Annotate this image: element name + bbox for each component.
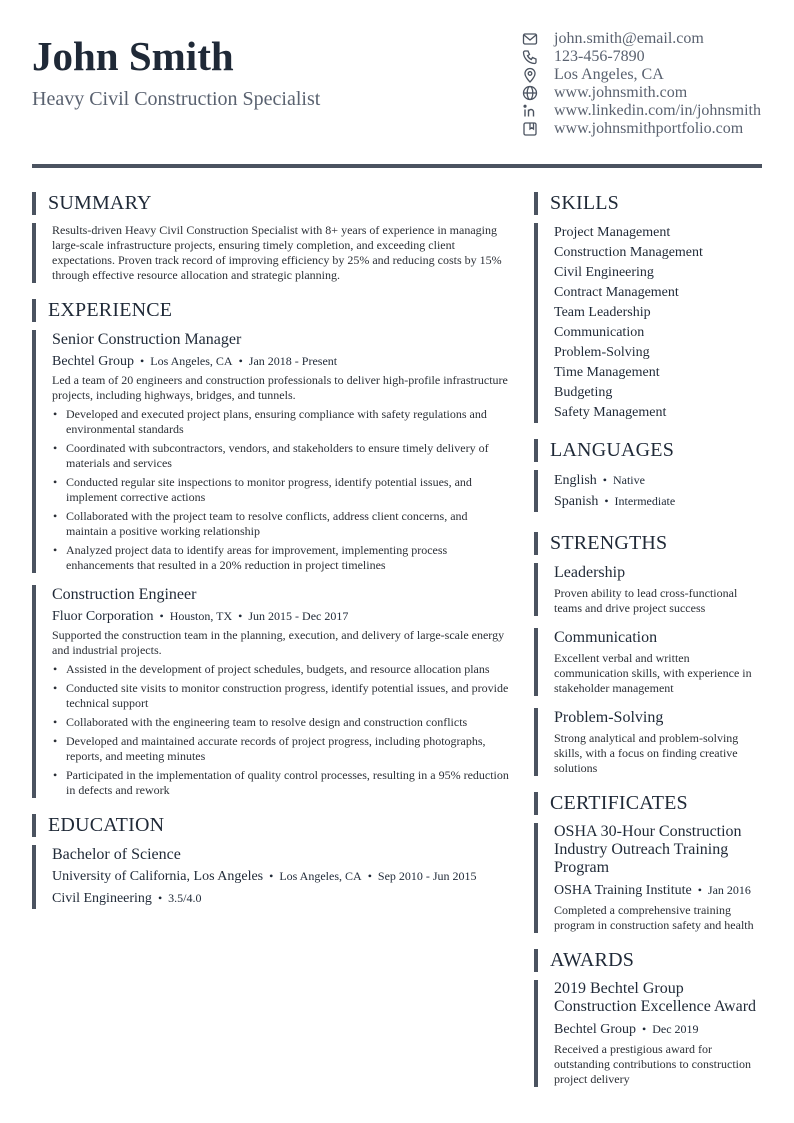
candidate-title: Heavy Civil Construction Specialist: [32, 88, 321, 110]
job-dates: Jan 2018 - Present: [248, 354, 338, 368]
language-item: [554, 491, 762, 512]
job-entry: [32, 585, 512, 798]
strength-title: Leadership: [554, 564, 626, 581]
separator-dot: •: [697, 883, 702, 897]
right-column: [534, 192, 762, 1087]
strength-description: Proven ability to lead cross-functional teams and drive project success: [554, 586, 738, 615]
languages-section: [534, 439, 762, 512]
separator-dot: •: [140, 354, 145, 368]
contact-text: 123-456-7890: [554, 48, 645, 65]
job-bullet: • Collaborated with the project team to resolve conflicts, address client concerns, and maintain a positive working relationship: [52, 509, 512, 539]
separator-dot: •: [642, 1022, 647, 1036]
contact-text: www.johnsmith.com: [554, 84, 688, 101]
strength-item: [534, 563, 762, 616]
award-item: [534, 980, 762, 1087]
separator-dot: •: [602, 473, 607, 487]
summary-text: Results-driven Heavy Civil Construction Specialist with 8+ years of experience in managing large-scale infrastructure projects, ensuring timely completion, and exceeding client expectations. Proven track record of improving efficiency by 25% and reducing costs by 15% through effective resource allocation and strategic planning.: [52, 223, 502, 282]
certificate-date: Jan 2016: [707, 883, 751, 897]
strength-title: Problem-Solving: [554, 709, 664, 726]
award-date: Dec 2019: [652, 1022, 699, 1036]
skill-item: Safety Management: [554, 405, 667, 420]
award-meta: [554, 1020, 762, 1039]
skill-item: Time Management: [554, 365, 660, 380]
job-bullets: [52, 662, 512, 798]
summary-heading: SUMMARY: [32, 192, 512, 215]
experience-section: [32, 299, 512, 798]
strength-item: [534, 628, 762, 696]
contact-location: [522, 66, 772, 84]
job-bullets: [52, 407, 512, 573]
skills-heading: SKILLS: [534, 192, 762, 215]
skill-item: Construction Management: [554, 245, 703, 260]
contact-phone[interactable]: [522, 48, 772, 66]
languages-heading: LANGUAGES: [534, 439, 762, 462]
language-level: Native: [612, 473, 645, 487]
summary-section: [32, 192, 512, 283]
skills-list: [534, 223, 762, 423]
mail-icon: [522, 31, 538, 47]
language-level: Intermediate: [614, 494, 676, 508]
left-column: [32, 192, 512, 909]
header-divider: [32, 164, 762, 168]
edu-major: Civil Engineering: [52, 891, 152, 906]
skill-item: Communication: [554, 325, 645, 340]
contact-linkedin[interactable]: [522, 102, 772, 120]
strengths-section: [534, 532, 762, 776]
separator-dot: •: [269, 869, 274, 883]
job-bullet: • Developed and maintained accurate records of project progress, including photographs, reports, and meeting minutes: [52, 734, 512, 764]
job-bullet: • Developed and executed project plans, ensuring compliance with safety regulations and environmental standards: [52, 407, 512, 437]
separator-dot: •: [238, 354, 243, 368]
certificate-title: OSHA 30-Hour Construction Industry Outreach Training Program: [554, 823, 742, 876]
certificate-description: Completed a comprehensive training program in construction safety and health: [554, 903, 754, 932]
separator-dot: •: [157, 891, 163, 905]
certificate-item: [534, 823, 762, 933]
education-section: [32, 814, 512, 909]
edu-degree: Bachelor of Science: [52, 846, 181, 863]
separator-dot: •: [367, 869, 372, 883]
certificates-section: [534, 792, 762, 933]
strengths-heading: STRENGTHS: [534, 532, 762, 555]
job-bullet: • Analyzed project data to identify areas for improvement, implementing process enhancements that resulted in a 20% reduction in project timelines: [52, 543, 512, 573]
contact-website[interactable]: [522, 84, 772, 102]
separator-dot: •: [604, 494, 609, 508]
contact-text: Los Angeles, CA: [554, 66, 664, 83]
contact-text: www.linkedin.com/in/johnsmith: [554, 102, 761, 119]
candidate-name: John Smith: [32, 33, 234, 79]
job-meta: [52, 353, 512, 370]
linkedin-icon: [522, 103, 538, 119]
awards-section: [534, 949, 762, 1087]
language-name: Spanish: [554, 494, 599, 509]
skill-item: Budgeting: [554, 385, 613, 400]
job-role: Senior Construction Manager: [52, 331, 242, 348]
contact-email[interactable]: [522, 30, 772, 48]
edu-major-line: [52, 888, 512, 909]
strength-item: [534, 708, 762, 776]
skills-section: [534, 192, 762, 423]
edu-location: Los Angeles, CA: [279, 869, 362, 883]
job-bullet: • Participated in the implementation of quality control processes, resulting in a 95% reduction in defects and rework: [52, 768, 512, 798]
job-company: Bechtel Group: [52, 354, 135, 369]
edu-school: University of California, Los Angeles: [52, 869, 264, 884]
job-bullet: • Collaborated with the engineering team to resolve design and construction conflicts: [52, 715, 512, 730]
edu-dates: Sep 2010 - Jun 2015: [377, 869, 477, 883]
strength-description: Strong analytical and problem-solving skills, with a focus on finding creative solutions: [554, 731, 739, 775]
job-role: Construction Engineer: [52, 586, 197, 603]
job-entry: [32, 330, 512, 573]
job-company: Fluor Corporation: [52, 609, 154, 624]
contact-list: [522, 30, 772, 138]
contact-portfolio[interactable]: [522, 120, 772, 138]
job-dates: Jun 2015 - Dec 2017: [248, 609, 349, 623]
awards-heading: AWARDS: [534, 949, 762, 972]
skill-item: Contract Management: [554, 285, 679, 300]
summary-body: [32, 223, 512, 283]
award-title: 2019 Bechtel Group Construction Excellence Award: [554, 980, 757, 1015]
strength-title: Communication: [554, 629, 658, 646]
education-heading: EDUCATION: [32, 814, 512, 837]
skill-item: Project Management: [554, 225, 671, 240]
language-item: [554, 470, 762, 491]
language-name: English: [554, 473, 597, 488]
skill-item: Civil Engineering: [554, 265, 654, 280]
certificate-issuer: OSHA Training Institute: [554, 883, 692, 898]
job-location: Los Angeles, CA: [150, 354, 233, 368]
location-icon: [522, 67, 538, 83]
languages-list: [534, 470, 762, 512]
globe-icon: [522, 85, 538, 101]
contact-text: www.johnsmithportfolio.com: [554, 120, 744, 137]
certificate-meta: [554, 881, 762, 900]
job-meta: [52, 608, 512, 625]
experience-heading: EXPERIENCE: [32, 299, 512, 322]
strength-description: Excellent verbal and written communication skills, with experience in stakeholder management: [554, 651, 752, 695]
edu-gpa: 3.5/4.0: [168, 891, 202, 905]
edu-school-line: [52, 866, 512, 887]
contact-text: john.smith@email.com: [554, 30, 704, 47]
job-description: Led a team of 20 engineers and construction professionals to deliver high-profile infrastructure projects, including highways, bridges, and tunnels.: [52, 373, 508, 402]
skill-item: Team Leadership: [554, 305, 651, 320]
job-bullet: • Conducted regular site inspections to monitor progress, identify potential issues, and implement corrective actions: [52, 475, 512, 505]
job-description: Supported the construction team in the planning, execution, and delivery of large-scale energy and industrial projects.: [52, 628, 505, 657]
skill-item: Problem-Solving: [554, 345, 650, 360]
job-bullet: • Conducted site visits to monitor construction progress, identify potential issues, and provide technical support: [52, 681, 512, 711]
separator-dot: •: [159, 609, 164, 623]
certificates-heading: CERTIFICATES: [534, 792, 762, 815]
award-issuer: Bechtel Group: [554, 1022, 637, 1037]
education-entry: [32, 845, 512, 909]
resume-header: [32, 28, 762, 148]
job-bullet: • Assisted in the development of project schedules, budgets, and resource allocation plans: [52, 662, 512, 677]
portfolio-icon: [522, 121, 538, 137]
phone-icon: [522, 49, 538, 65]
job-bullet: • Coordinated with subcontractors, vendors, and stakeholders to ensure timely delivery of materials and services: [52, 441, 512, 471]
award-description: Received a prestigious award for outstanding contributions to construction project delivery: [554, 1042, 751, 1086]
job-location: Houston, TX: [169, 609, 233, 623]
separator-dot: •: [238, 609, 243, 623]
